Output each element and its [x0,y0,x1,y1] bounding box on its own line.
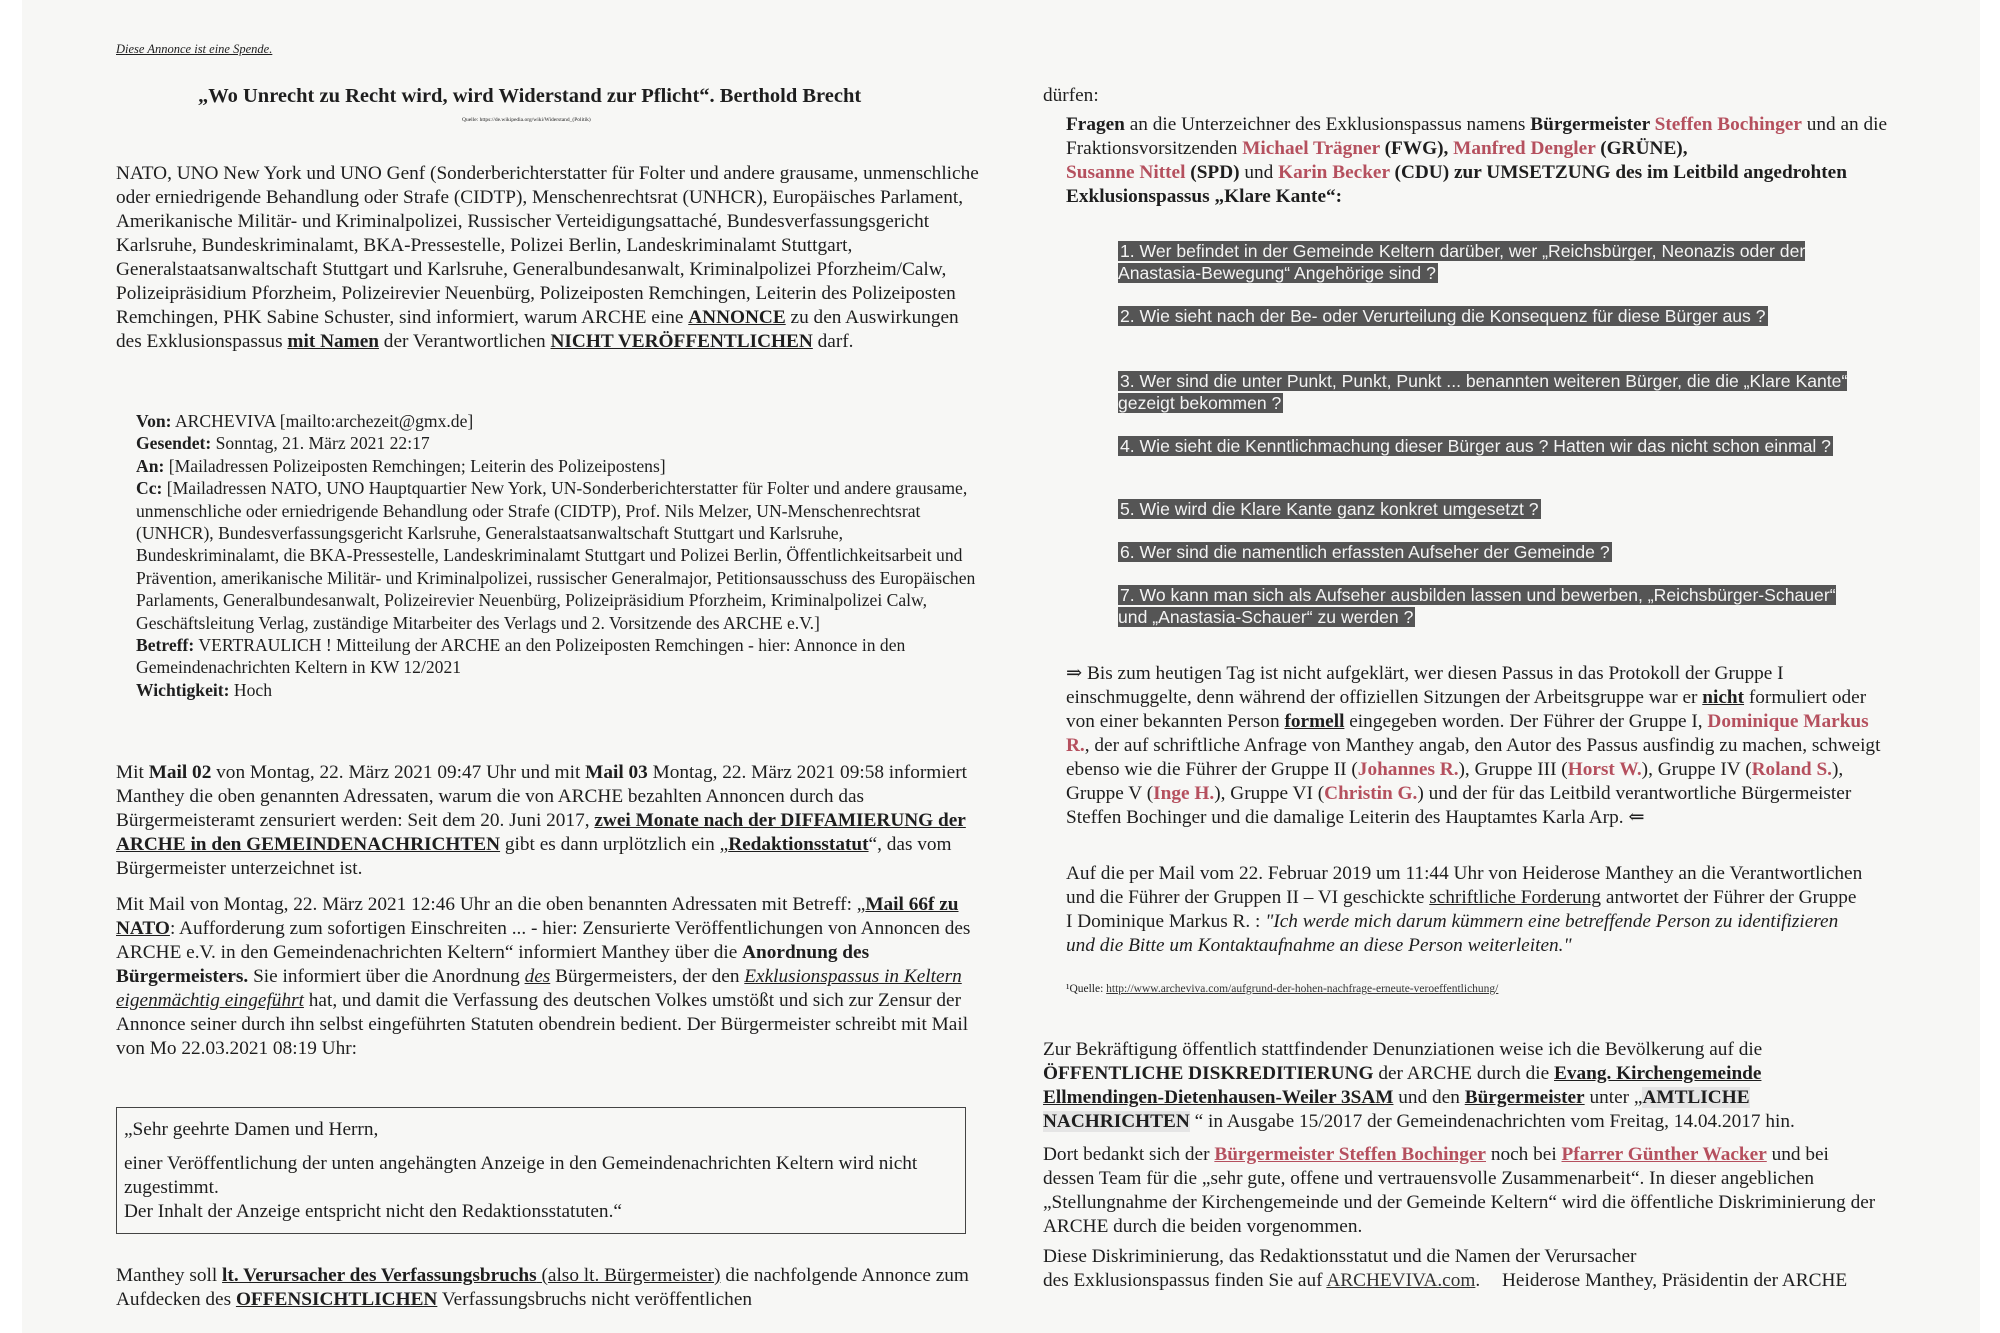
headline-source: Quelle: https://de.wikipedia.org/wiki/Widerstand_(Politik) [462,117,591,123]
email-importance: Wichtigkeit: Hoch [136,679,273,700]
email-cc: Cc: [Mailadressen NATO, UNO Hauptquartier New York, UN-Sonderberichterstatter für Folter und andere grausame, unmenschliche oder erniedrigende Behandlung oder Strafe (CIDTP), Prof. Nils Melzer, UN-Menschenrechtsrat (UNHCR), Bundesverfassungsgericht Karlsruhe, Generalstaatsanwaltschaft Stuttgart und Karlsruhe, Bundeskriminalamt, die BKA-Pressestelle, Landeskriminalamt Stuttgart und Polizei Berlin, Öffentlichkeitsarbeit und Prävention, amerikanische Militär- und Kriminalpolizei, russischer Generalmajor, Petitionsausschuss des Europäischen Parlaments, Generalbundesanwalt, Polizeirevier Neuenbürg, Polizeipräsidium Pforzheim, Kriminalpolizei Calw, Geschäftsleitung Verlag, zuständige Mitarbeiter des Verlags und 2. Vorsitzende des ARCHE e.V.] [136,478,976,633]
quote-line-3: Der Inhalt der Anzeige entspricht nicht den Redaktionsstatuten.“ [124,1201,622,1222]
question-3: 3. Wer sind die unter Punkt, Punkt, Punkt ... benannten weiteren Bürger, die die „Klare Kante“ gezeigt bekommen ? [1118,371,1848,413]
paragraph-dank: Dort bedankt sich der Bürgermeister Steffen Bochinger noch bei Pfarrer Günther Wacker und bei dessen Team für die „sehr gute, offene und vertrauensvolle Zusammenarbeit“. In dieser angeblichen „Stellungnahme der Kirchengemeinde und der Gemeinde Keltern“ wird die öffentliche Diskriminierung der ARCHE durch die beiden vorgenommen. [1043,1144,1876,1237]
email-to: An: [Mailadressen Polizeiposten Remchingen; Leiterin des Polizeipostens] [136,455,666,476]
paragraph-response: Auf die per Mail vom 22. Februar 2019 um 11:44 Uhr von Heiderose Manthey an die Verantwortlichen und die Führer der Gruppen II – VI geschickte schriftliche Forderung antwortet der Führer der Gruppe I Dominique Markus R. : "Ich werde mich darum kümmern eine betreffende Person zu identifizieren und die Bitte um Kontaktaufnahme an diese Person weiterleiten." [1066,863,1863,956]
source-line: ¹Quelle: http://www.archeviva.com/aufgrund-der-hohen-nachfrage-erneute-veroeffentlichung/ [1066,983,1499,995]
email-from: Von: ARCHEVIVA [mailto:archezeit@gmx.de] [136,411,474,431]
email-sent: Gesendet: Sonntag, 21. März 2021 22:17 [136,433,430,454]
question-6: 6. Wer sind die namentlich erfassten Aufseher der Gemeinde ? [1120,542,1610,562]
paragraph-final: Diese Diskriminierung, das Redaktionsstatut und die Namen der Verursacher des Exklusionspassus finden Sie auf ARCHEVIVA.com. [1043,1246,1637,1291]
email-header [136,410,980,701]
donation-note: Diese Annonce ist eine Spende. [116,42,273,56]
quote-line-2: einer Veröffentlichung der unten angehängten Anzeige in den Gemeindenachrichten Keltern wird nicht zugestimmt. [124,1153,918,1198]
archeviva-link[interactable]: ARCHEVIVA.com [1326,1270,1476,1291]
intro-paragraph: NATO, UNO New York und UNO Genf (Sonderberichterstatter für Folter und andere grausame, unmenschliche oder erniedrigende Behandlung oder Strafe (CIDTP), Menschenrechtsrat (UNHCR), Europäisches Parlament, Amerikanische Militär- und Kriminalpolizei, Russischer Verteidigungsattaché, Bundesverfassungsgericht Karlsruhe, Bundeskriminalamt, BKA-Pressestelle, Polizei Berlin, Landeskriminalamt Stuttgart, Generalstaatsanwaltschaft Stuttgart und Karlsruhe, Generalbundesanwalt, Kriminalpolizei Pforzheim/Calw, Polizeipräsidium Pforzheim, Polizeirevier Neuenbürg, Polizeiposten Remchingen, Leiterin des Polizeiposten Remchingen, PHK Sabine Schuster, sind informiert, warum ARCHE eine ANNONCE zu den Auswirkungen des Exklusionspassus mit Namen der Verantwortlichen NICHT VERÖFFENTLICHEN darf. [116,163,979,352]
question-4: 4. Wie sieht die Kenntlichmachung dieser Bürger aus ? Hatten wir das nicht schon einmal ? [1120,436,1831,456]
signature: Heiderose Manthey, Präsidentin der ARCHE [1502,1270,1848,1291]
question-5: 5. Wie wird die Klare Kante ganz konkret umgesetzt ? [1120,499,1539,519]
headline: „Wo Unrecht zu Recht wird, wird Widerstand zur Pflicht“. Berthold Brecht [198,85,862,107]
paragraph-mail66f: Mit Mail von Montag, 22. März 2021 12:46 Uhr an die oben benannten Adressaten mit Betreff: „Mail 66f zu NATO: Aufforderung zum sofortigen Einschreiten ... - hier: Zensurierte Veröffentlichungen von Annoncen des ARCHE e.V. in den Gemeindenachrichten Keltern“ informiert Manthey über die Anordnung des Bürgermeisters. Sie informiert über die Anordnung des Bürgermeisters, der den Exklusionspassus in Keltern eigenmächtig eingeführt hat, und damit die Verfassung des deutschen Volkes umstößt und sich zur Zensur der Annonce seiner durch ihn selbst eingeführten Statuten obendrein bedient. Der Bürgermeister schreibt mit Mail von Mo 22.03.2021 08:19 Uhr: [116,894,971,1059]
quote-line-1: „Sehr geehrte Damen und Herrn, [124,1119,379,1140]
paragraph-diskreditierung: Zur Bekräftigung öffentlich stattfindender Denunziationen weise ich die Bevölkerung auf die ÖFFENTLICHE DISKREDITIERUNG der ARCHE durch die Evang. Kirchengemeinde Ellmendingen-Dietenhausen-Weiler 3SAM und den Bürgermeister unter „AMTLICHE NACHRICHTEN “ in Ausgabe 15/2017 der Gemeindenachrichten vom Freitag, 14.04.2017 hin. [1043,1039,1795,1132]
questions-intro: Fragen an die Unterzeichner des Exklusionspassus namens Bürgermeister Steffen Bochinger und an die Fraktionsvorsitzenden Michael Trägner (FWG), Manfred Dengler (GRÜNE), Susanne Nittel (SPD) und Karin Becker (CDU) zur UMSETZUNG des im Leitbild angedrohten Exklusionspassus „Klare Kante“: [1066,114,1888,207]
paragraph-mail02: Mit Mail 02 von Montag, 22. März 2021 09:47 Uhr und mit Mail 03 Montag, 22. März 2021 09:58 informiert Manthey die oben genannten Adressaten, warum die von ARCHE bezahlten Annoncen durch das Bürgermeisteramt zensuriert werden: Seit dem 20. Juni 2017, zwei Monate nach der DIFFAMIERUNG der ARCHE in den GEMEINDENACHRICHTEN gibt es dann urplötzlich ein „Redaktionsstatut“, das vom Bürgermeister unterzeichnet ist. [116,762,967,879]
email-subject: Betreff: VERTRAULICH ! Mitteilung der ARCHE an den Polizeiposten Remchingen - hier: Annonce in den Gemeindenachrichten Keltern in KW 12/2021 [136,635,906,678]
paragraph-manthey: Manthey soll lt. Verursacher des Verfassungsbruchs (also lt. Bürgermeister) die nachfolgende Annonce zum Aufdecken des OFFENSICHTLICHEN Verfassungsbruchs nicht veröffentlichen [116,1265,969,1310]
continuation-word: dürfen: [1043,85,1099,106]
question-7: 7. Wo kann man sich als Aufseher ausbilden lassen und bewerben, „Reichsbürger-Schauer“ und „Anastasia-Schauer“ zu werden ? [1118,585,1836,627]
paragraph-passus: ⇒ Bis zum heutigen Tag ist nicht aufgeklärt, wer diesen Passus in das Protokoll der Gruppe I einschmuggelte, denn während der offiziellen Sitzungen der Arbeitsgruppe war er nicht formuliert oder von einer bekannten Person formell eingegeben worden. Der Führer der Gruppe I, Dominique Markus R., der auf schriftliche Anfrage von Manthey angab, den Autor des Passus ausfindig zu machen, schweigt ebenso wie die Führer der Gruppe II (Johannes R.), Gruppe III (Horst W.), Gruppe IV (Roland S.), Gruppe V (Inge H.), Gruppe VI (Christin G.) und der für das Leitbild verantwortliche Bürgermeister Steffen Bochinger und die damalige Leiterin des Hauptamtes Karla Arp. ⇐ [1066,663,1881,828]
question-1: 1. Wer befindet in der Gemeinde Keltern darüber, wer „Reichsbürger, Neonazis oder der Anastasia-Bewegung“ Angehörige sind ? [1118,241,1806,283]
question-2: 2. Wie sieht nach der Be- oder Verurteilung die Konsequenz für diese Bürger aus ? [1120,306,1766,326]
source-link[interactable]: http://www.archeviva.com/aufgrund-der-hohen-nachfrage-erneute-veroeffentlichung/ [1106,983,1499,995]
